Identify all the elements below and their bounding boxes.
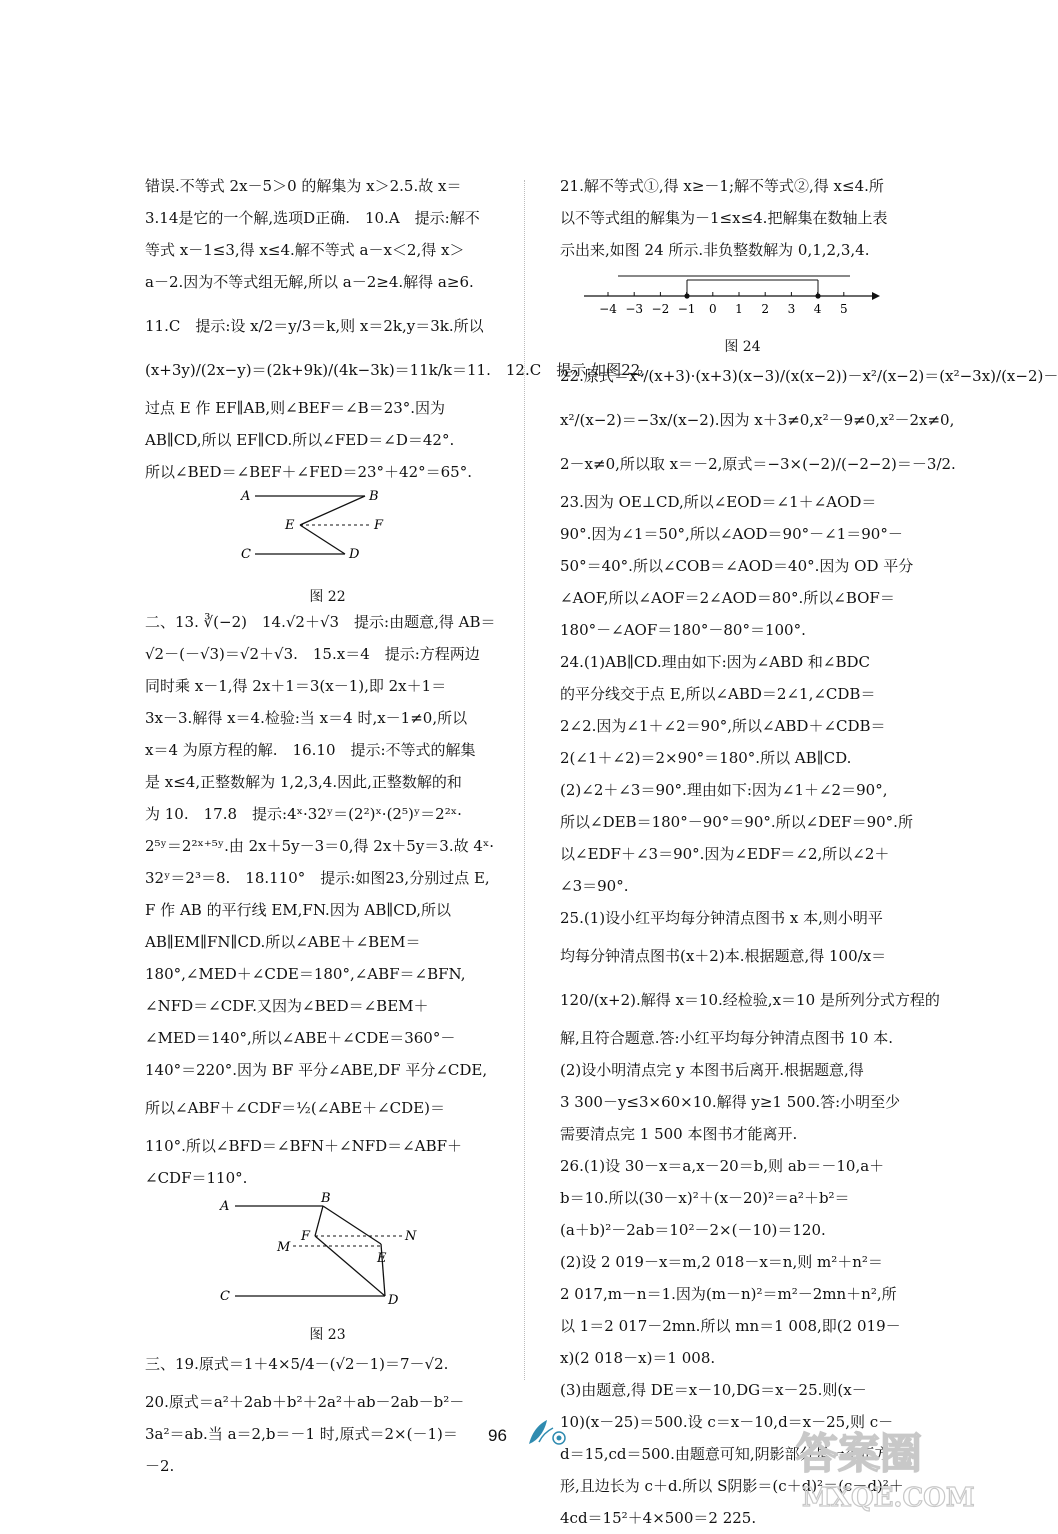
column-divider: [524, 180, 525, 1380]
point-minus-one: [684, 293, 689, 298]
tick-label: −2: [651, 302, 670, 316]
label-c: C: [241, 547, 251, 562]
text-line: d＝15,cd＝500.由题意可知,阴影部分是一个正方: [560, 1445, 890, 1463]
label-m: M: [277, 1240, 291, 1255]
label-n: N: [405, 1229, 417, 1244]
tick-label: 1: [735, 302, 743, 316]
label-b: B: [369, 489, 379, 504]
right-block-1: [560, 170, 925, 266]
text-line: 二、13. ∛(−2) 14.√2＋√3 提示:由题意,得 AB＝: [145, 613, 496, 631]
text-line: 过点 E 作 EF∥AB,则∠BEF＝∠B＝23°.因为: [145, 399, 446, 417]
text-line: 180°,∠MED＋∠CDE＝180°,∠ABF＝∠BFN,: [145, 965, 466, 983]
text-line: 23.因为 OE⊥CD,所以∠EOD＝∠1＋∠AOD＝: [560, 493, 877, 511]
text-line: 24.(1)AB∥CD.理由如下:因为∠ABD 和∠BDC: [560, 653, 870, 671]
text-line: 以不等式组的解集为－1≤x≤4.把解集在数轴上表: [560, 209, 888, 227]
text-line: AB∥EM∥FN∥CD.所以∠ABE＋∠BEM＝: [145, 933, 421, 951]
text-line: 解,且符合题意.答:小红平均每分钟清点图书 10 本.: [560, 1029, 893, 1047]
text-line: 示出来,如图 24 所示.非负整数解为 0,1,2,3,4.: [560, 241, 870, 259]
label-a: A: [220, 1199, 230, 1214]
tick-label: −3: [625, 302, 644, 316]
figure-23-diagram: [145, 1191, 510, 1312]
text-line: 3x－3.解得 x＝4.检验:当 x＝4 时,x－1≠0,所以: [145, 709, 468, 727]
tick-label: 4: [813, 302, 822, 316]
text-line: 3.14是它的一个解,选项D正确. 10.A 提示:解不: [145, 209, 480, 227]
tick-label: 3: [787, 302, 796, 316]
text-line: 3a²＝ab.当 a＝2,b＝－1 时,原式＝2×(－1)＝: [145, 1425, 458, 1443]
text-line: (2)设 2 019－x＝m,2 018－x＝n,则 m²＋n²＝: [560, 1253, 883, 1271]
label-b: B: [321, 1191, 331, 1206]
text-line: 为 10. 17.8 提示:4ˣ·32ʸ＝(2²)ˣ·(2⁵)ʸ＝2²ˣ·: [145, 805, 462, 823]
text-line: 以∠EDF＋∠3＝90°.因为∠EDF＝∠2,所以∠2＋: [560, 845, 890, 863]
figure-22: [145, 488, 510, 605]
page-number: 96: [488, 1426, 507, 1445]
watermark-text-url: MXQE.COM: [802, 1483, 975, 1513]
tick-label: 5: [839, 302, 848, 316]
text-line: ∠NFD＝∠CDF.又因为∠BED＝∠BEM＋: [145, 997, 429, 1015]
text-line: 3 300－y≤3×60×10.解得 y≥1 500.答:小明至少: [560, 1093, 901, 1111]
text-line: x²/(x−2)＝−3x/(x−2).因为 x＋3≠0,x²－9≠0,x²－2x≠0,: [560, 411, 955, 429]
text-line: 需要清点完 1 500 本图书才能离开.: [560, 1125, 798, 1143]
text-line: (a＋b)²－2ab＝10²－2×(－10)＝120.: [560, 1221, 826, 1239]
text-line: 错误.不等式 2x－5＞0 的解集为 x＞2.5.故 x＝: [145, 177, 462, 195]
figure-22-diagram: [145, 488, 510, 574]
text-line: 所以∠BED＝∠BEF＋∠FED＝23°＋42°＝65°.: [145, 463, 472, 481]
figure-23-caption: 图 23: [309, 1327, 346, 1343]
text-line: 是 x≤4,正整数解为 1,2,3,4.因此,正整数解的和: [145, 773, 462, 791]
watermark-text-cn: 答案圈: [796, 1429, 923, 1478]
text-line: 均每分钟清点图书(x＋2)本.根据题意,得 100/x＝: [560, 947, 887, 965]
text-line: (3)由题意,得 DE＝x－10,DG＝x－25.则(x－: [560, 1381, 867, 1399]
text-line: ∠MED＝140°,所以∠ABE＋∠CDE＝360°－: [145, 1029, 456, 1047]
text-line: 的平分线交于点 E,所以∠ABD＝2∠1,∠CDB＝: [560, 685, 876, 703]
text-line: 2 017,m－n＝1.因为(m－n)²＝m²－2mn＋n²,所: [560, 1285, 897, 1303]
text-line: 22.原式＝x²/(x+3)·(x+3)(x−3)/(x(x−2))－x²/(x−2)＝(x²−3x)/(x−2)－: [560, 367, 1058, 385]
label-a: A: [241, 489, 251, 504]
text-line: x)(2 018－x)＝1 008.: [560, 1349, 716, 1367]
label-d: D: [349, 547, 360, 562]
figure-24: [560, 266, 925, 355]
text-line: 4cd＝15²＋4×500＝2 225.: [560, 1509, 757, 1527]
text-line: 10)(x－25)＝500.设 c＝x－10,d＝x－25,则 c－: [560, 1413, 894, 1431]
text-line: 110°.所以∠BFD＝∠BFN＋∠NFD＝∠ABF＋: [145, 1137, 463, 1155]
text-line: 所以∠DEB＝180°－90°＝90°.所以∠DEF＝90°.所: [560, 813, 913, 831]
right-block-2: [560, 354, 1058, 486]
point-four: [815, 293, 820, 298]
leaf-ornament-icon: [525, 1418, 571, 1448]
number-line: [560, 266, 925, 324]
text-line: 三、19.原式＝1＋4×5/4－(√2－1)＝7－√2.: [145, 1355, 449, 1373]
text-line: 50°＝40°.所以∠COB＝∠AOD＝40°.因为 OD 平分: [560, 557, 914, 575]
text-line: ∠AOF,所以∠AOF＝2∠AOD＝80°.所以∠BOF＝: [560, 589, 895, 607]
text-line: 以 1＝2 017－2mn.所以 mn＝1 008,即(2 019－: [560, 1317, 901, 1335]
figure-22-caption: 图 22: [309, 589, 346, 605]
label-f: F: [301, 1229, 311, 1244]
tick-label: 2: [761, 302, 770, 316]
text-line: x＝4 为原方程的解. 16.10 提示:不等式的解集: [145, 741, 476, 759]
text-line: √2－(－√3)＝√2＋√3. 15.x＝4 提示:方程两边: [145, 645, 480, 663]
figure-23: [145, 1191, 510, 1343]
text-line: 25.(1)设小红平均每分钟清点图书 x 本,则小明平: [560, 909, 883, 927]
text-line: ∠3＝90°.: [560, 877, 629, 895]
figure-24-caption: 图 24: [724, 339, 761, 355]
text-line: b＝10.所以(30－x)²＋(x－20)²＝a²＋b²＝: [560, 1189, 850, 1207]
text-line: 形,且边长为 c＋d.所以 S阴影＝(c＋d)²＝(c－d)²＋: [560, 1477, 904, 1495]
text-line: 32ʸ＝2³＝8. 18.110° 提示:如图23,分别过点 E,: [145, 869, 490, 887]
text-line: 所以∠ABF＋∠CDF＝½(∠ABE＋∠CDE)＝: [145, 1099, 445, 1117]
left-block-4: [145, 1342, 510, 1482]
text-line: 等式 x－1≤3,得 x≤4.解不等式 a－x＜2,得 x＞: [145, 241, 465, 259]
text-line: F 作 AB 的平行线 EM,FN.因为 AB∥CD,所以: [145, 901, 452, 919]
right-block-3: [560, 486, 940, 1534]
text-line: 2⁵ʸ＝2²ˣ⁺⁵ʸ.由 2x＋5y－3＝0,得 2x＋5y＝3.故 4ˣ·: [145, 837, 495, 855]
text-line: 2∠2.因为∠1＋∠2＝90°,所以∠ABD＋∠CDB＝: [560, 717, 886, 735]
text-line: 180°－∠AOF＝180°－80°＝100°.: [560, 621, 806, 639]
watermark-logo: [788, 1418, 988, 1513]
label-e: E: [377, 1251, 387, 1266]
label-e: E: [285, 518, 295, 533]
label-f: F: [374, 518, 384, 533]
right-column: [560, 170, 1058, 1534]
left-block-1: [145, 170, 510, 298]
text-line: 20.原式＝a²＋2ab＋b²＋2a²＋ab－2ab－b²－: [145, 1393, 465, 1411]
text-line: (x+3y)/(2x−y)＝(2k+9k)/(4k−3k)＝11k/k＝11. 12.C 提示:如图22,: [145, 361, 646, 379]
tick-label: −1: [677, 302, 696, 316]
text-line: 90°.因为∠1＝50°,所以∠AOD＝90°－∠1＝90°－: [560, 525, 903, 543]
left-block-3: [145, 606, 510, 1194]
left-block-2: [145, 304, 646, 488]
text-line: 120/(x+2).解得 x＝10.经检验,x＝10 是所列分式方程的: [560, 991, 940, 1009]
text-line: －2.: [145, 1457, 175, 1475]
text-line: a－2.因为不等式组无解,所以 a－2≥4.解得 a≥6.: [145, 273, 474, 291]
text-line: 11.C 提示:设 x/2＝y/3＝k,则 x＝2k,y＝3k.所以: [145, 317, 484, 335]
text-line: 140°＝220°.因为 BF 平分∠ABE,DF 平分∠CDE,: [145, 1061, 488, 1079]
text-line: (2)设小明清点完 y 本图书后离开.根据题意,得: [560, 1061, 864, 1079]
text-line: 同时乘 x－1,得 2x＋1＝3(x－1),即 2x＋1＝: [145, 677, 447, 695]
tick-label: 0: [708, 302, 717, 316]
text-line: (2)∠2＋∠3＝90°.理由如下:因为∠1＋∠2＝90°,: [560, 781, 888, 799]
text-line: 2－x≠0,所以取 x＝－2,原式＝−3×(−2)/(−2−2)＝－3/2.: [560, 455, 956, 473]
tick-label: −4: [599, 302, 617, 316]
text-line: 2(∠1＋∠2)＝2×90°＝180°.所以 AB∥CD.: [560, 749, 852, 767]
label-c: C: [220, 1289, 230, 1304]
text-line: ∠CDF＝110°.: [145, 1169, 248, 1187]
text-line: AB∥CD,所以 EF∥CD.所以∠FED＝∠D＝42°.: [145, 431, 455, 449]
text-line: 26.(1)设 30－x＝a,x－20＝b,则 ab＝－10,a＋: [560, 1157, 885, 1175]
label-d: D: [388, 1293, 399, 1308]
text-line: 21.解不等式①,得 x≥－1;解不等式②,得 x≤4.所: [560, 177, 884, 195]
